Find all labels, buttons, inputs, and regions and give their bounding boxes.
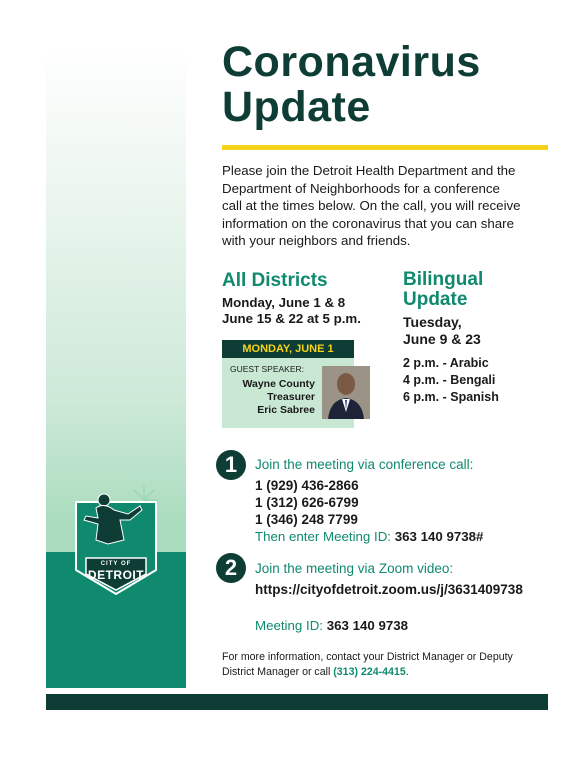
- phone-numbers: [255, 477, 359, 528]
- bilingual-heading: [403, 270, 543, 310]
- guest-name-line1: Wayne County: [242, 378, 315, 390]
- bilingual-day-line1: Tuesday,: [403, 314, 462, 330]
- footer-end: .: [405, 665, 409, 678]
- step-2-badge: 2: [216, 553, 246, 583]
- footer-info: [222, 650, 542, 679]
- meeting-id-value: 363 140 9738: [326, 618, 409, 633]
- meeting-id-value: 363 140 9738#: [394, 529, 484, 544]
- phone-number[interactable]: 1 (929) 436-2866: [255, 478, 359, 493]
- page-title: [222, 40, 542, 130]
- yellow-divider: [222, 145, 548, 150]
- logo-text: [78, 561, 154, 582]
- dates-line1: Monday, June 1 & 8: [222, 295, 346, 310]
- title-line1: Coronavirus: [222, 38, 481, 86]
- logo-city-of: CITY OF: [100, 561, 132, 567]
- all-districts-heading: All Districts: [222, 270, 328, 291]
- bilingual-heading-line1: Bilingual: [403, 269, 484, 290]
- bottom-bar: [46, 694, 548, 710]
- step-2-meeting-id: [255, 618, 408, 633]
- guest-name-line2: Treasurer: [267, 391, 315, 403]
- zoom-link[interactable]: https://cityofdetroit.zoom.us/j/3631409738: [255, 582, 523, 597]
- step-1-heading: Join the meeting via conference call:: [255, 457, 474, 472]
- footer-text: For more information, contact your District Manager or Deputy District Manager or call: [222, 651, 513, 678]
- phone-number[interactable]: 1 (312) 626-6799: [255, 495, 359, 510]
- bilingual-time-item: 4 p.m. - Bengali: [403, 373, 496, 387]
- step-2-heading: Join the meeting via Zoom video:: [255, 561, 454, 576]
- logo-detroit: DETROIT: [87, 568, 145, 582]
- guest-name: [225, 378, 315, 417]
- dates-line2: June 15 & 22 at 5 p.m.: [222, 311, 361, 326]
- title-line2: Update: [222, 83, 371, 131]
- bilingual-time-item: 6 p.m. - Spanish: [403, 390, 499, 404]
- meeting-id-prefix: Then enter Meeting ID:: [255, 529, 395, 544]
- guest-banner: MONDAY, JUNE 1: [222, 340, 354, 358]
- guest-label: GUEST SPEAKER:: [230, 364, 305, 374]
- all-districts-dates: [222, 295, 397, 327]
- step-1-meeting-id: [255, 529, 483, 544]
- footer-phone[interactable]: (313) 224-4415: [333, 665, 406, 678]
- bilingual-day-line2: June 9 & 23: [403, 331, 481, 347]
- speaker-photo: [322, 366, 370, 419]
- bilingual-days: [403, 314, 481, 348]
- bilingual-times: [403, 355, 499, 406]
- step-1-badge: 1: [216, 450, 246, 480]
- guest-name-line3: Eric Sabree: [257, 404, 315, 416]
- meeting-id-prefix: Meeting ID:: [255, 618, 327, 633]
- intro-paragraph: Please join the Detroit Health Department and the Department of Neighborhoods for a conference call at the times below. On the call, you will receive information on the coronavirus that you can share with your neighbors and friends.: [222, 163, 521, 248]
- bilingual-time-item: 2 p.m. - Arabic: [403, 356, 489, 370]
- phone-number[interactable]: 1 (346) 248 7799: [255, 512, 358, 527]
- bilingual-heading-line2: Update: [403, 289, 468, 310]
